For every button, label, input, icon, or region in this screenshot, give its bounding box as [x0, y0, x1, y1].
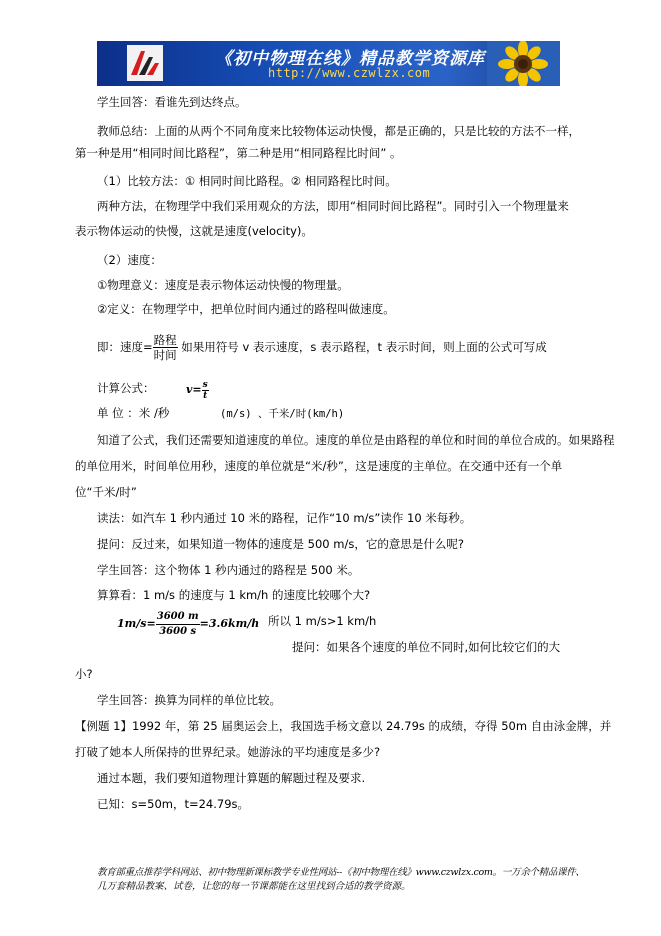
eq-conclusion: 所以 1 m/s>1 km/h	[268, 614, 377, 628]
velocity-formula	[186, 376, 209, 404]
footer-line-1: 教育部重点推荐学科网站、初中物理新课标教学专业性网站--《初中物理在线》www.czwlzx.com。一万余个精品课件、	[97, 867, 585, 878]
paragraph-two-methods-2: 表示物体运动的快慢，这就是速度(velocity)。	[75, 224, 313, 238]
eq-rhs: =3.6km/h	[199, 617, 260, 630]
formula-explanation: 如果用符号 v 表示速度，s 表示路程，t 表示时间，则上面的公式可写成	[177, 340, 547, 354]
units-label: 单 位 ：米 /秒	[97, 406, 170, 420]
question-compare-units-2: 小?	[75, 667, 93, 681]
teacher-summary-line-2: 第一种是用“相同时间比路程”，第二种是用“相同路程比时间” 。	[75, 146, 402, 160]
fraction-denominator: 时间	[153, 348, 177, 362]
given-values: 已知：s=50m，t=24.79s。	[97, 797, 250, 811]
student-answer-3: 学生回答：换算为同样的单位比较。	[97, 693, 281, 707]
example-1-line-1: 【例题 1】1992 年，第 25 届奥运会上，我国选手杨文意以 24.79s 的成绩，夺得 50m 自由泳金牌，并	[75, 719, 612, 733]
eq-numerator: 3600 m	[156, 610, 200, 625]
paragraph-two-methods-1: 两种方法，在物理学中我们采用观众的方法，即用“相同时间比路程”。同时引入一个物理量来	[97, 199, 569, 213]
calc-formula-label: 计算公式：	[97, 381, 155, 395]
eq-lhs: 1m/s=	[117, 617, 156, 630]
student-answer-2: 学生回答：这个物体 1 秒内通过的路程是 500 米。	[97, 563, 360, 577]
student-answer-1: 学生回答：看谁先到达终点。	[97, 95, 247, 109]
banner-url: http://www.czwlzx.com	[268, 66, 431, 80]
velocity-lhs: v=	[186, 383, 202, 396]
units-paragraph-1: 知道了公式，我们还需要知道速度的单位。速度的单位是由路程的单位和时间的单位合成的。如果路程	[97, 433, 615, 447]
page-footer	[97, 866, 585, 894]
formula-prefix: 即：速度=	[97, 340, 153, 354]
reading-example: 读法：如汽车 1 秒内通过 10 米的路程，记作“10 m/s”读作 10 米每秒。	[97, 511, 472, 525]
units-paragraph-2: 的单位用米，时间单位用秒，速度的单位就是“米/秒”，这是速度的主单位。在交通中还有一个单	[75, 459, 563, 473]
banner-title: 《初中物理在线》精品教学资源库	[215, 49, 485, 69]
physical-meaning: ①物理意义：速度是表示物体运动快慢的物理量。	[97, 278, 349, 292]
problem-solving-note: 通过本题，我们要知道物理计算题的解题过程及要求.	[97, 771, 366, 785]
speed-definition: ②定义：在物理学中，把单位时间内通过的路程叫做速度。	[97, 302, 395, 316]
question-compare-units-1: 提问：如果各个速度的单位不同时,如何比较它们的大	[292, 640, 561, 654]
eq-fraction	[156, 610, 200, 639]
sunflower-icon	[487, 41, 560, 86]
velocity-denominator: t	[203, 390, 208, 401]
speed-formula-words	[97, 332, 547, 362]
site-logo-icon	[127, 45, 163, 81]
fraction-numerator: 路程	[153, 333, 177, 347]
velocity-fraction	[202, 380, 209, 401]
velocity-numerator: s	[202, 379, 208, 390]
footer-line-2: 几万套精品教案、试卷，让您的每一节课都能在这里找到合适的教学资源。	[97, 881, 411, 892]
header-banner	[97, 41, 560, 86]
example-1-line-2: 打破了她本人所保持的世界纪录。她游泳的平均速度是多少?	[75, 745, 381, 759]
calc-compare: 算算看：1 m/s 的速度与 1 km/h 的速度比较哪个大?	[97, 588, 371, 602]
question-500ms: 提问：反过来，如果知道一物体的速度是 500 m/s，它的意思是什么呢?	[97, 537, 464, 551]
unit-conversion-equation	[117, 609, 259, 639]
units-paragraph-3: 位“千米/时”	[75, 485, 137, 499]
units-values: (m/s) 、千米/时(km/h)	[220, 408, 345, 420]
speed-heading: （2）速度：	[97, 253, 162, 267]
compare-methods: （1）比较方法：① 相同时间比路程。② 相同路程比时间。	[97, 174, 397, 188]
teacher-summary-line-1: 教师总结：上面的从两个不同角度来比较物体运动快慢，都是正确的，只是比较的方法不一样，	[97, 124, 580, 138]
distance-over-time-fraction	[153, 333, 178, 362]
eq-denominator: 3600 s	[159, 625, 197, 637]
